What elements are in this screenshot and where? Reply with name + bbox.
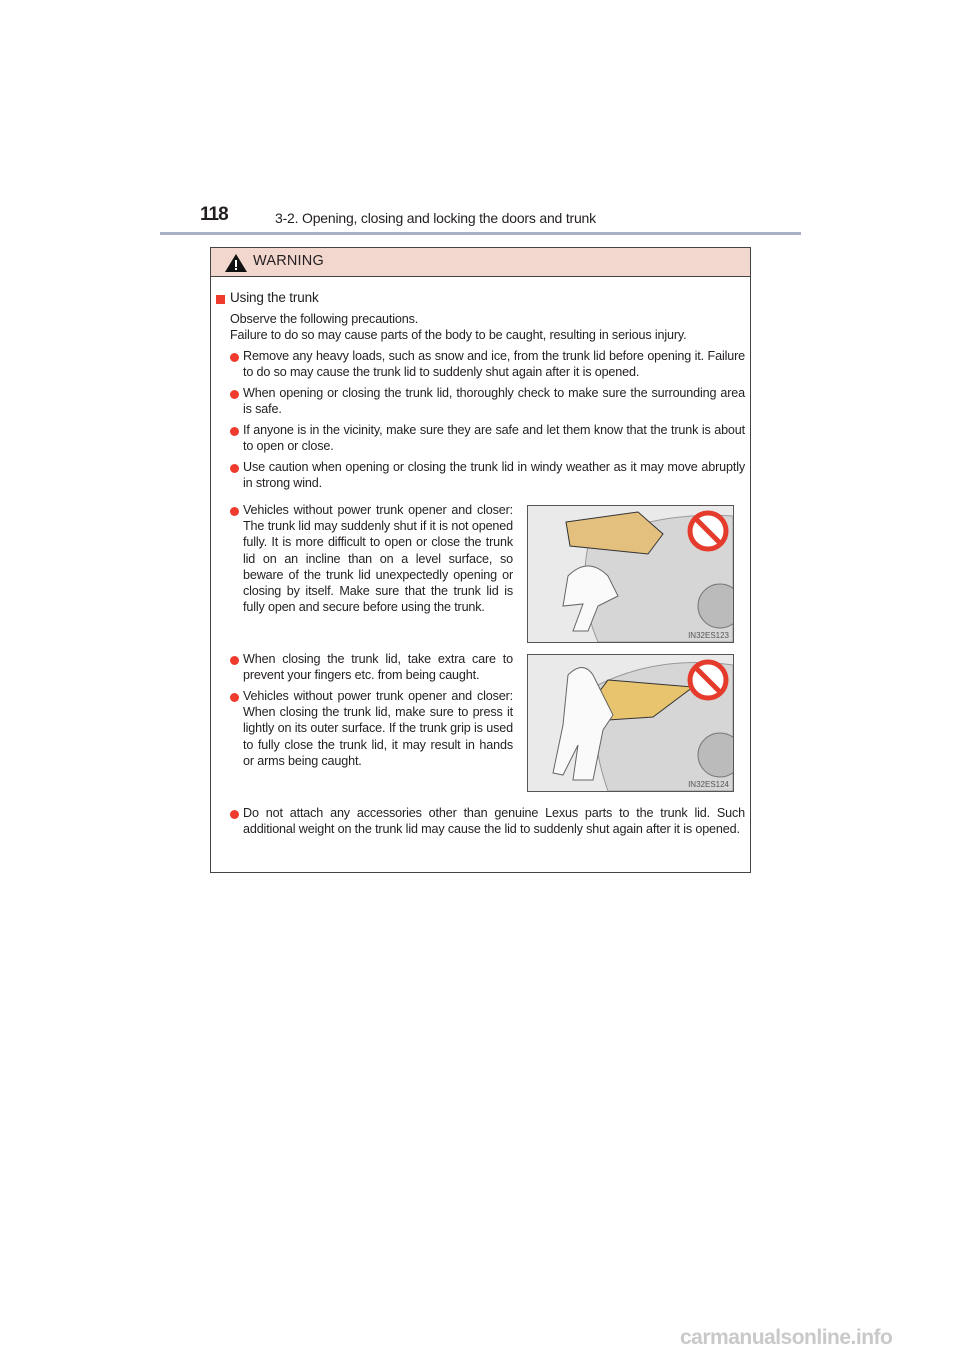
warning-triangle-icon xyxy=(225,254,247,272)
page-number: 118 xyxy=(200,204,228,225)
warning-label: WARNING xyxy=(253,253,324,269)
warning-header xyxy=(211,248,750,277)
illustration-lid-shutting xyxy=(527,505,734,643)
bullet-text: Vehicles without power trunk opener and closer: The trunk lid may suddenly shut if it is not opened fully. It is more difficult to open or close the trunk lid on an incline than on a level surface, so beware of the trunk lid unexpectedly opening or closing by itself. Make sure that the trunk lid is fully open and secure before using the trunk. xyxy=(243,503,513,615)
section-square-icon xyxy=(216,295,225,304)
intro-line: Observe the following precautions. xyxy=(230,312,419,326)
bullet-text: If anyone is in the vicinity, make sure they are safe and let them know that the trunk is about to open or close. xyxy=(243,423,745,454)
watermark: carmanualsonline.info xyxy=(680,1326,893,1349)
trunk-illustration-1 xyxy=(528,506,733,642)
bullet-text: Do not attach any accessories other than genuine Lexus parts to the trunk lid. Such additional weight on the trunk lid may cause the lid to suddenly shut again after it is opened. xyxy=(243,806,745,837)
bullet-icon xyxy=(230,390,239,399)
bullet-icon xyxy=(230,353,239,362)
bullet-icon xyxy=(230,810,239,819)
section-title: 3-2. Opening, closing and locking the doors and trunk xyxy=(275,210,596,226)
image-caption: IN32ES123 xyxy=(688,631,729,640)
warning-box xyxy=(210,247,751,873)
image-caption: IN32ES124 xyxy=(688,780,729,789)
bullet-text: Vehicles without power trunk opener and closer: When closing the trunk lid, make sure to press it lightly on its outer surface. If the trunk grip is used to fully close the trunk lid, it may result in hands or arms being caught. xyxy=(243,689,513,768)
intro-line: Failure to do so may cause parts of the body to be caught, resulting in serious injury. xyxy=(230,328,687,342)
illustration-hand-caught xyxy=(527,654,734,792)
bullet-text: Use caution when opening or closing the trunk lid in windy weather as it may move abruptly in strong wind. xyxy=(243,460,745,491)
bullet-icon xyxy=(230,507,239,516)
bullet-icon xyxy=(230,464,239,473)
bullet-text: When closing the trunk lid, take extra care to prevent your fingers etc. from being caught. xyxy=(243,652,513,683)
warning-heading: Using the trunk xyxy=(230,290,319,305)
bullet-text: Remove any heavy loads, such as snow and ice, from the trunk lid before opening it. Failure to do so may cause the trunk lid to suddenly shut again after it is opened. xyxy=(243,349,745,380)
bullet-text: When opening or closing the trunk lid, thoroughly check to make sure the surrounding area is safe. xyxy=(243,386,745,417)
bullet-icon xyxy=(230,693,239,702)
trunk-illustration-2 xyxy=(528,655,733,791)
bullet-icon xyxy=(230,427,239,436)
bullet-icon xyxy=(230,656,239,665)
header-rule xyxy=(160,232,801,235)
